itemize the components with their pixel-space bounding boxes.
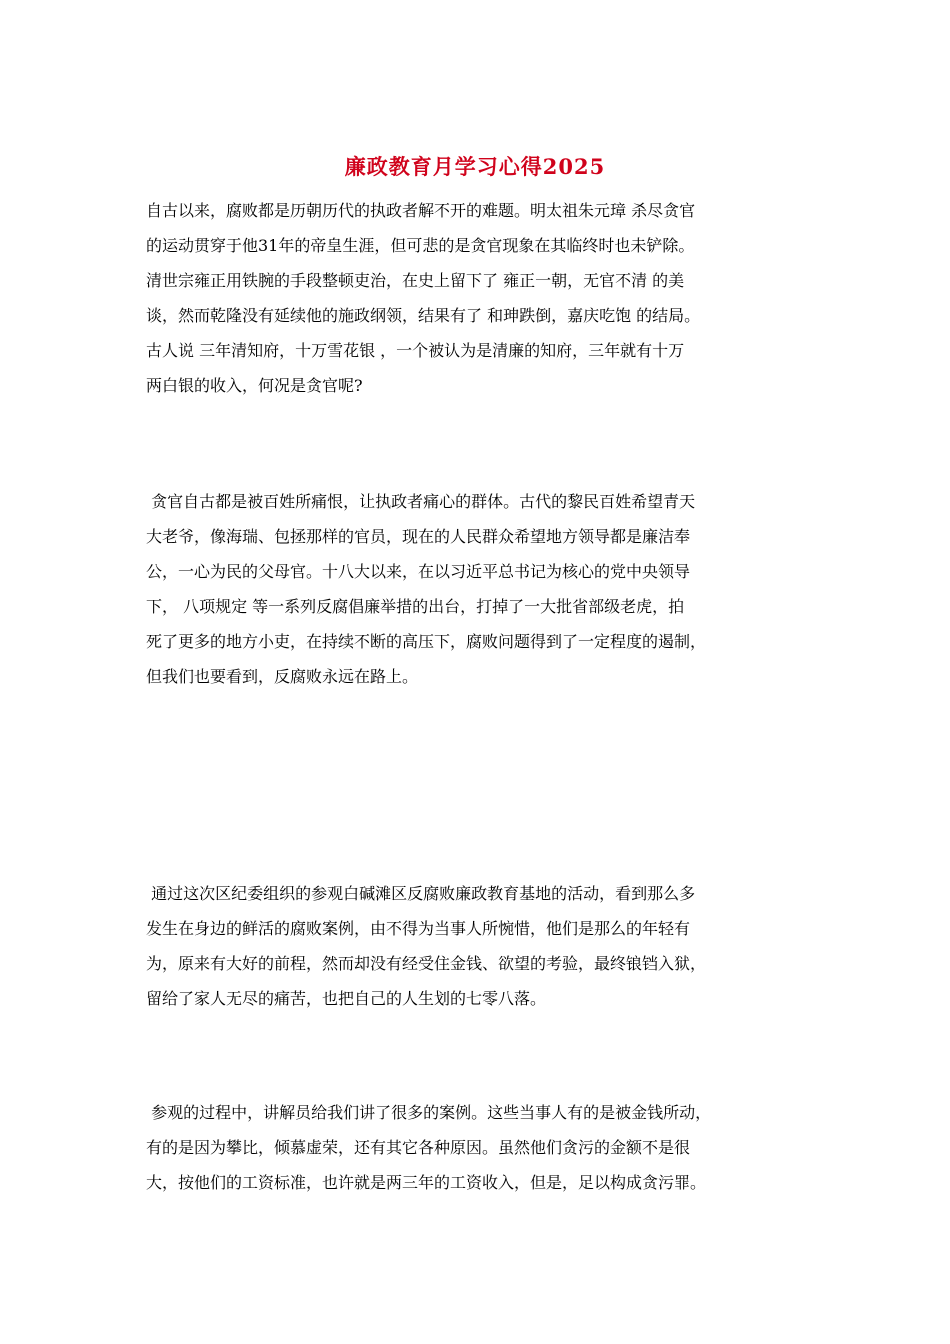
paragraph-line: 自古以来，腐败都是历朝历代的执政者解不开的难题。明太祖朱元璋 杀尽贪官 xyxy=(146,201,696,220)
paragraph-line: 公，一心为民的父母官。十八大以来，在以习近平总书记为核心的党中央领导 xyxy=(146,562,691,581)
paragraph-line: 大老爷，像海瑞、包拯那样的官员，现在的人民群众希望地方领导都是廉洁奉 xyxy=(146,527,691,546)
paragraph-line: 但我们也要看到，反腐败永远在路上。 xyxy=(146,667,419,686)
paragraph-line: 的运动贯穿于他31年的帝皇生涯，但可悲的是贪官现象在其临终时也未铲除。 xyxy=(146,236,695,255)
paragraph-line: 死了更多的地方小吏，在持续不断的高压下，腐败问题得到了一定程度的遏制， xyxy=(146,632,707,651)
paragraph-2 xyxy=(146,484,816,694)
paragraph-line: 发生在身边的鲜活的腐败案例，由不得为当事人所惋惜，他们是那么的年轻有 xyxy=(146,919,691,938)
document-title: 廉政教育月学习心得2025 xyxy=(344,154,606,179)
paragraph-3 xyxy=(146,876,816,1016)
paragraph-line: 贪官自古都是被百姓所痛恨，让执政者痛心的群体。古代的黎民百姓希望青天 xyxy=(146,492,696,511)
paragraph-line: 清世宗雍正用铁腕的手段整顿吏治，在史上留下了 雍正一朝，无官不清 的美 xyxy=(146,271,685,290)
paragraph-line: 谈，然而乾隆没有延续他的施政纲领，结果有了 和珅跌倒，嘉庆吃饱 的结局。 xyxy=(146,306,701,325)
paragraph-1 xyxy=(146,193,816,403)
paragraph-line: 有的是因为攀比，倾慕虚荣，还有其它各种原因。虽然他们贪污的金额不是很 xyxy=(146,1138,691,1157)
paragraph-line: 两白银的收入，何况是贪官呢? xyxy=(146,376,363,395)
paragraph-line: 通过这次区纪委组织的参观白碱滩区反腐败廉政教育基地的活动，看到那么多 xyxy=(146,884,696,903)
paragraph-line: 下， 八项规定 等一系列反腐倡廉举措的出台，打掉了一大批省部级老虎，拍 xyxy=(146,597,685,616)
paragraph-line: 参观的过程中，讲解员给我们讲了很多的案例。这些当事人有的是被金钱所动， xyxy=(146,1103,712,1122)
paragraph-line: 大，按他们的工资标准，也许就是两三年的工资收入，但是，足以构成贪污罪。 xyxy=(146,1173,707,1192)
paragraph-line: 古人说 三年清知府，十万雪花银 ，一个被认为是清廉的知府，三年就有十万 xyxy=(146,341,685,360)
paragraph-4 xyxy=(146,1095,816,1200)
paragraph-line: 为，原来有大好的前程，然而却没有经受住金钱、欲望的考验，最终锒铛入狱， xyxy=(146,954,707,973)
paragraph-line: 留给了家人无尽的痛苦，也把自己的人生划的七零八落。 xyxy=(146,989,547,1008)
